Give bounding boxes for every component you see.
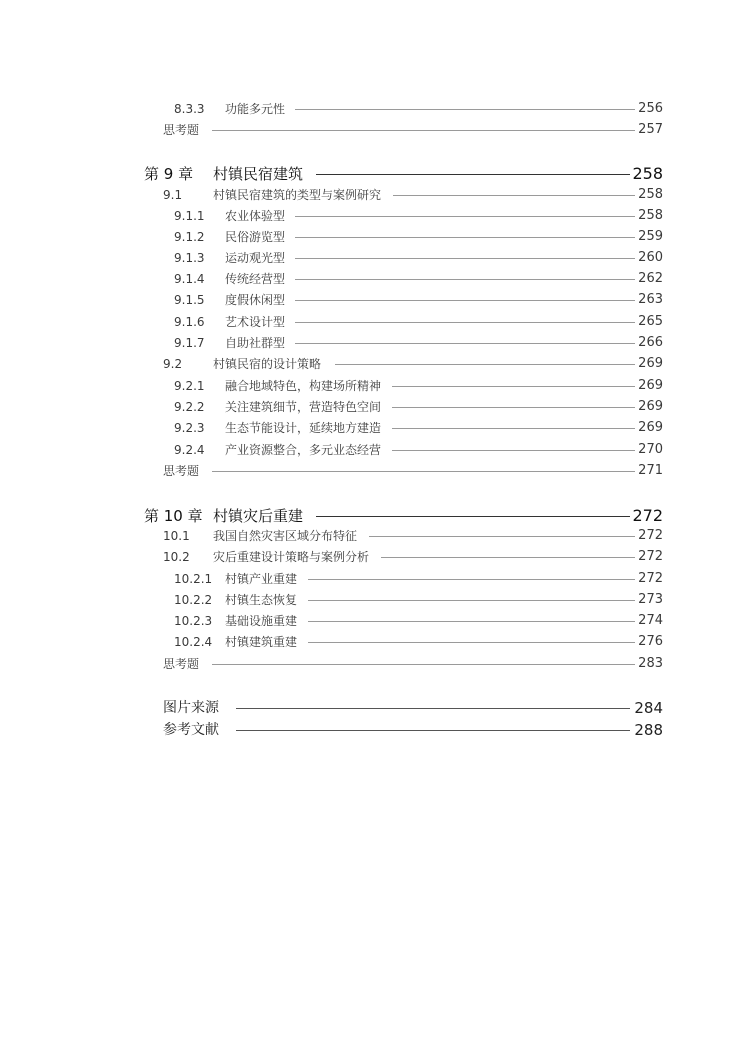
entry-number: 9.2.4 [174,443,205,457]
appendix-title: 参考文献 [163,722,219,738]
dot-leader [392,428,635,429]
toc-appendix[interactable] [0,720,750,740]
toc-entry[interactable] [0,312,750,332]
dot-leader [308,579,635,580]
toc-entry[interactable] [0,206,750,226]
entry-number: 9.1.2 [174,230,205,244]
chapter-number: 第 9 章 [144,165,194,183]
entry-page: 262 [638,271,663,286]
entry-title: 关注建筑细节，营造特色空间 [225,400,382,414]
toc-entry[interactable] [0,654,750,674]
entry-title: 功能多元性 [225,102,286,116]
dot-leader [381,557,635,558]
dot-leader [295,258,635,259]
dot-leader [212,130,635,131]
dot-leader [295,343,635,344]
toc-entry[interactable] [0,99,750,119]
entry-page: 283 [638,656,663,671]
entry-title: 度假休闲型 [225,293,286,307]
dot-leader [295,109,635,110]
section-number: 10.1 [163,529,190,543]
dot-leader [308,642,635,643]
entry-number: 8.3.3 [174,102,205,116]
dot-leader [369,536,635,537]
entry-title: 农业体验型 [225,209,286,223]
toc-entry[interactable] [0,590,750,610]
entry-page: 265 [638,314,663,329]
entry-page: 266 [638,335,663,350]
toc-entry[interactable] [0,440,750,460]
entry-number: 9.2.1 [174,379,205,393]
entry-page: 270 [638,442,663,457]
entry-title: 运动观光型 [225,251,286,265]
toc-entry[interactable] [0,611,750,631]
entry-page: 258 [638,208,663,223]
dot-leader [212,471,635,472]
toc-entry[interactable] [0,376,750,396]
entry-title: 艺术设计型 [225,315,286,329]
entry-page: 274 [638,613,663,628]
appendix-page: 284 [634,699,663,717]
section-title: 我国自然灾害区域分布特征 [213,529,358,543]
toc-entry[interactable] [0,333,750,353]
toc-section[interactable] [0,185,750,205]
entry-number: 9.1.3 [174,251,205,265]
appendix-page: 288 [634,721,663,739]
toc-chapter[interactable] [0,506,750,526]
entry-page: 273 [638,592,663,607]
toc-entry[interactable] [0,461,750,481]
entry-title: 传统经营型 [225,272,286,286]
dot-leader [335,364,635,365]
entry-page: 260 [638,250,663,265]
entry-page: 256 [638,101,663,116]
entry-page: 276 [638,634,663,649]
section-title: 村镇民宿建筑的类型与案例研究 [213,188,382,202]
dot-leader [295,322,635,323]
toc-chapter[interactable] [0,164,750,184]
dot-leader [392,450,635,451]
section-page: 272 [638,549,663,564]
dot-leader [295,300,635,301]
toc-entry[interactable] [0,227,750,247]
section-page: 272 [638,528,663,543]
toc-entry[interactable] [0,248,750,268]
dot-leader [295,237,635,238]
entry-title: 民俗游览型 [225,230,286,244]
chapter-page: 258 [632,164,663,183]
toc-section[interactable] [0,547,750,567]
chapter-page: 272 [632,506,663,525]
chapter-title: 村镇灾后重建 [213,507,304,525]
entry-title: 自助社群型 [225,336,286,350]
entry-title: 村镇产业重建 [225,572,298,586]
dot-leader [212,664,635,665]
entry-number: 10.2.2 [174,593,213,607]
section-number: 9.1 [163,188,183,202]
section-number: 9.2 [163,357,183,371]
chapter-leader [316,174,630,175]
dot-leader [308,600,635,601]
entry-number: 10.2.1 [174,572,213,586]
entry-page: 269 [638,399,663,414]
entry-number: 10.2.3 [174,614,213,628]
section-title: 灾后重建设计策略与案例分析 [213,550,370,564]
entry-number: 9.1.7 [174,336,205,350]
dot-leader [392,386,635,387]
entry-page: 272 [638,571,663,586]
section-page: 258 [638,187,663,202]
entry-page: 259 [638,229,663,244]
toc-entry[interactable] [0,120,750,140]
toc-section[interactable] [0,526,750,546]
entry-title: 村镇建筑重建 [225,635,298,649]
entry-title: 生态节能设计，延续地方建造 [225,421,382,435]
entry-page: 271 [638,463,663,478]
entry-title: 思考题 [163,657,200,671]
dot-leader [392,407,635,408]
toc-entry[interactable] [0,290,750,310]
appendix-leader [236,730,630,731]
entry-page: 263 [638,292,663,307]
chapter-leader [316,516,630,517]
entry-number: 9.1.4 [174,272,205,286]
toc-entry[interactable] [0,418,750,438]
entry-number: 9.1.1 [174,209,205,223]
entry-title: 思考题 [163,464,200,478]
entry-number: 10.2.4 [174,635,213,649]
entry-page: 269 [638,420,663,435]
section-title: 村镇民宿的设计策略 [213,357,322,371]
toc-appendix[interactable] [0,698,750,718]
entry-page: 269 [638,378,663,393]
toc-entry[interactable] [0,269,750,289]
toc-entry[interactable] [0,632,750,652]
entry-title: 融合地域特色，构建场所精神 [225,379,382,393]
toc-entry[interactable] [0,569,750,589]
entry-number: 9.1.5 [174,293,205,307]
entry-page: 257 [638,122,663,137]
section-page: 269 [638,356,663,371]
entry-number: 9.2.2 [174,400,205,414]
entry-number: 9.1.6 [174,315,205,329]
dot-leader [393,195,635,196]
chapter-number: 第 10 章 [144,507,203,525]
entry-title: 基础设施重建 [225,614,298,628]
dot-leader [295,279,635,280]
entry-title: 产业资源整合，多元业态经营 [225,443,382,457]
entry-title: 村镇生态恢复 [225,593,298,607]
section-number: 10.2 [163,550,190,564]
toc-section[interactable] [0,354,750,374]
chapter-title: 村镇民宿建筑 [213,165,304,183]
dot-leader [295,216,635,217]
dot-leader [308,621,635,622]
appendix-leader [236,708,630,709]
appendix-title: 图片来源 [163,700,219,716]
entry-number: 9.2.3 [174,421,205,435]
toc-entry[interactable] [0,397,750,417]
entry-title: 思考题 [163,123,200,137]
